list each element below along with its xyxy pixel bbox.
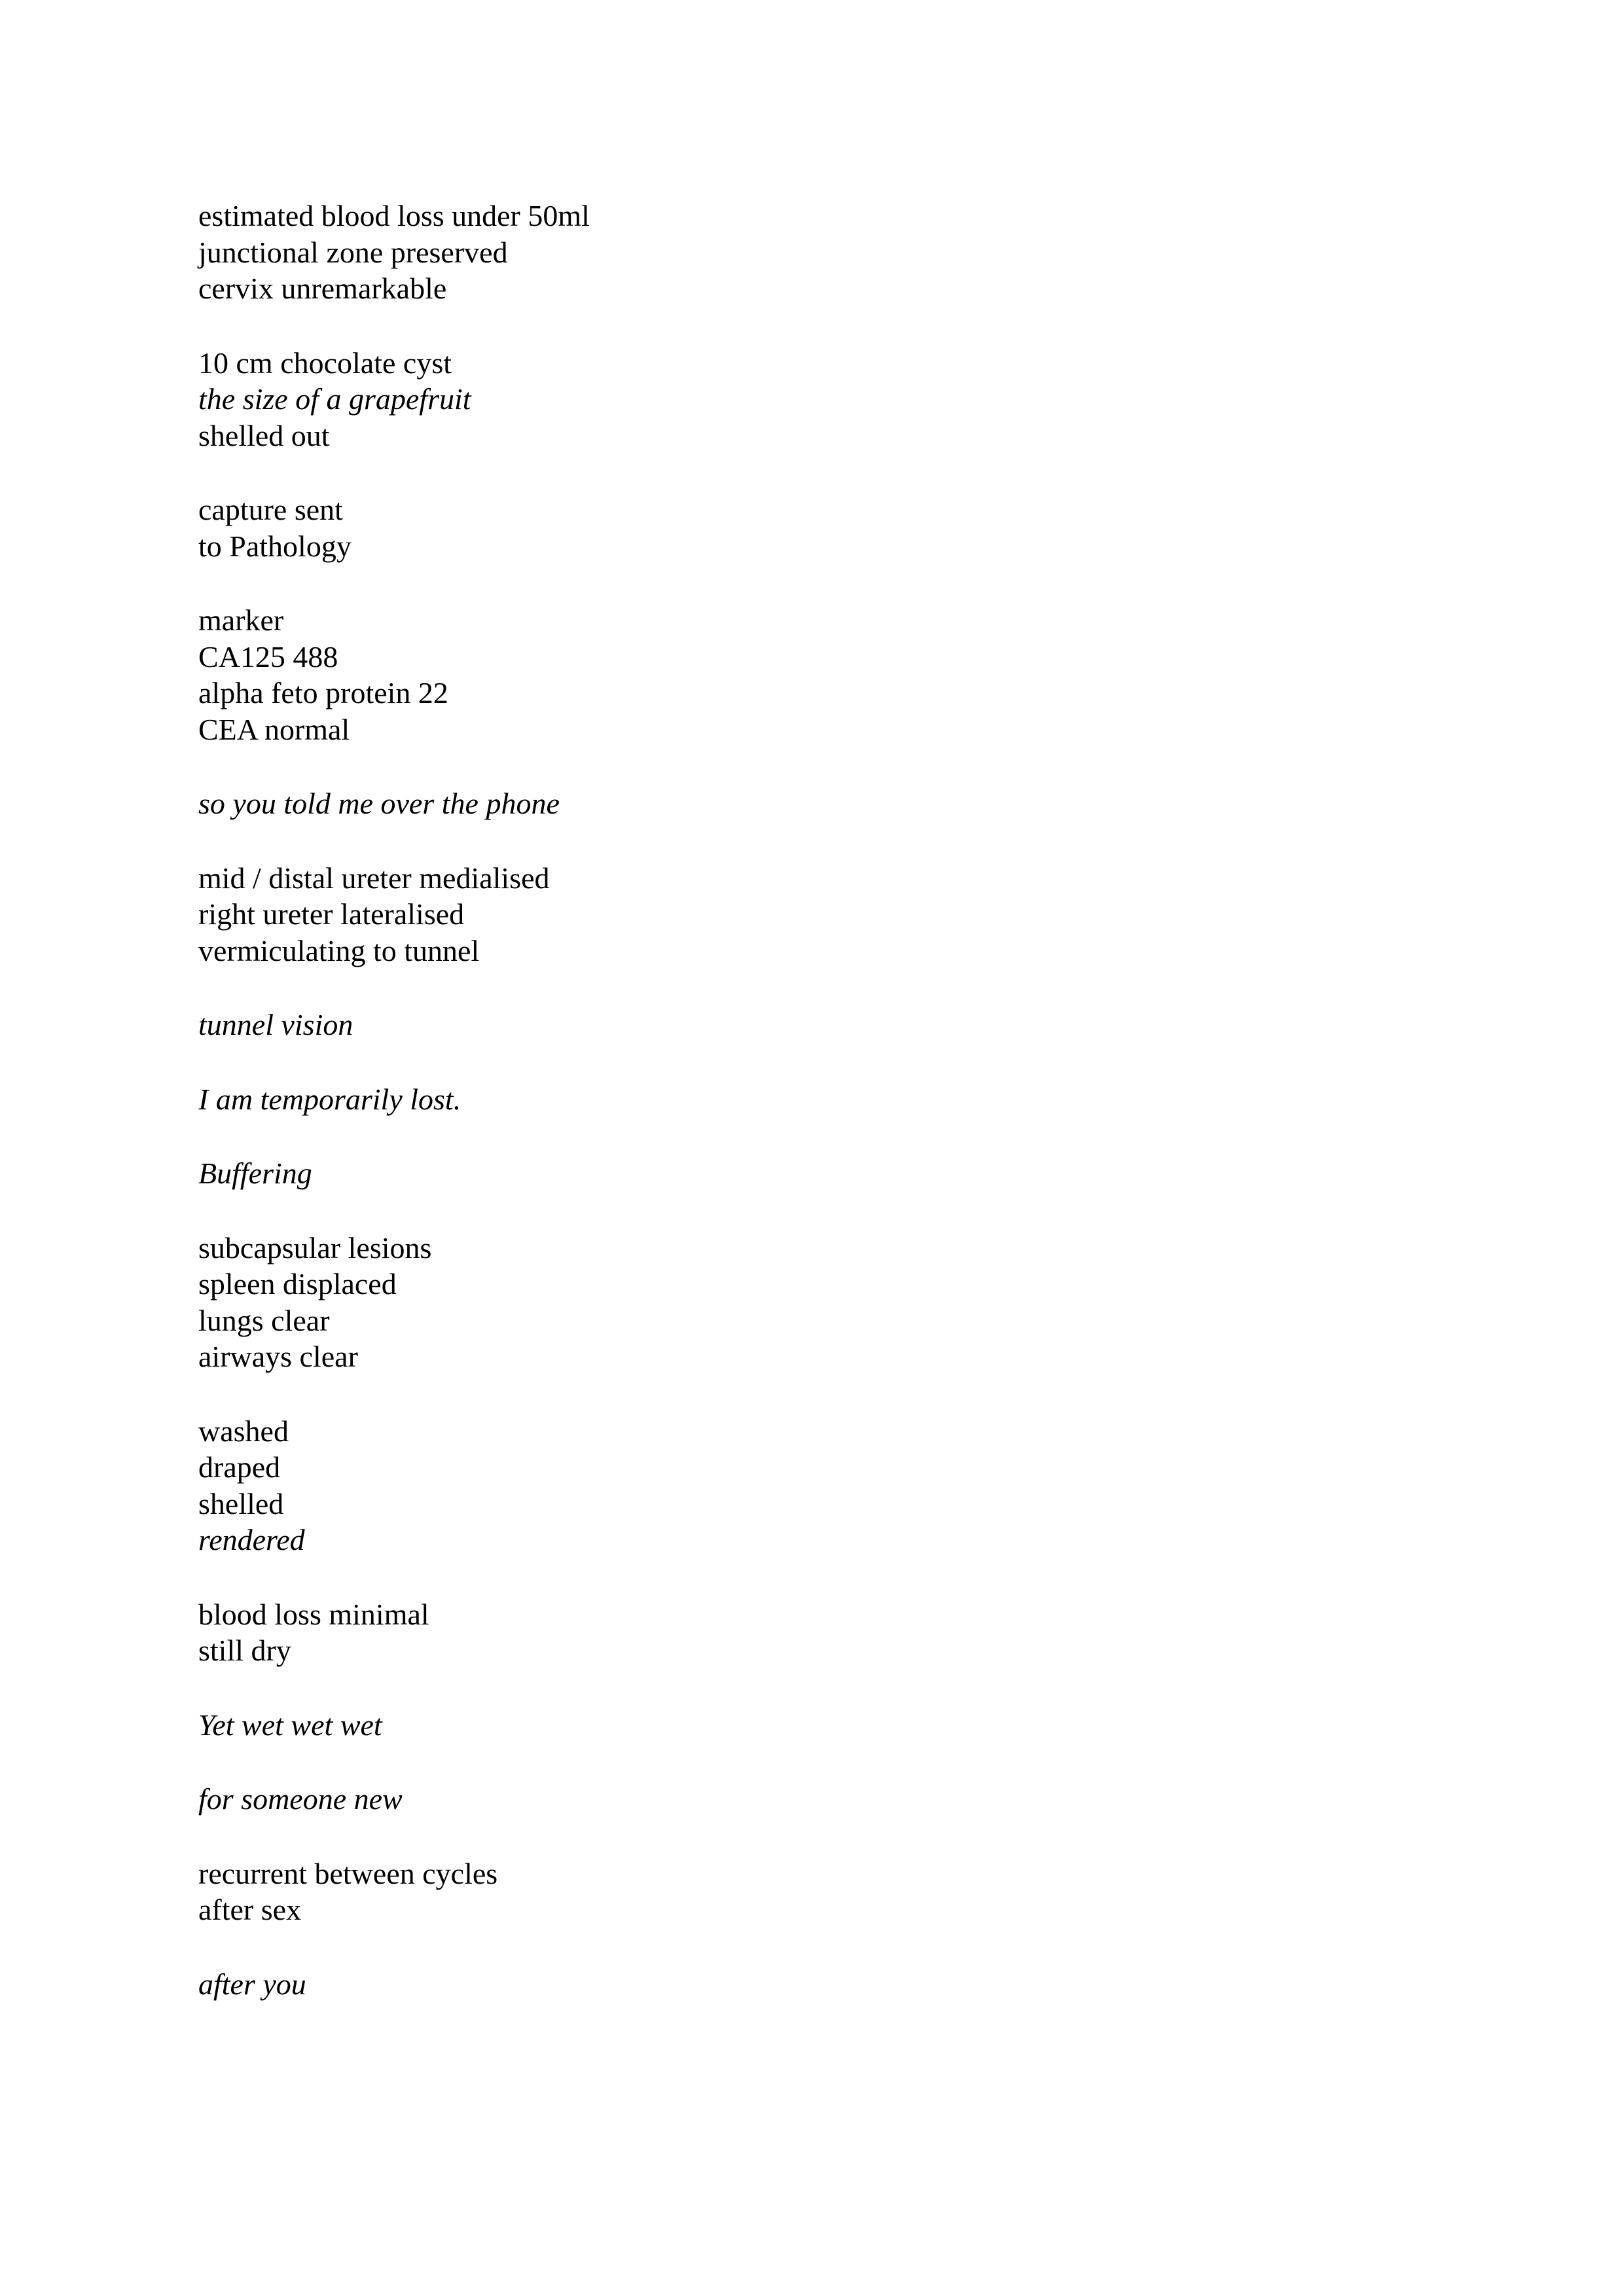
stanza — [198, 1007, 1507, 1043]
poem-line: capture sent — [198, 493, 343, 526]
stanza — [198, 785, 1507, 822]
poem-line: still dry — [198, 1634, 291, 1667]
stanza — [198, 602, 1507, 747]
poem-line: Yet wet wet wet — [198, 1708, 382, 1742]
stanza — [198, 1413, 1507, 1558]
poem-line: estimated blood loss under 50ml — [198, 199, 590, 232]
poem-line: to Pathology — [198, 529, 352, 563]
poem-line: washed — [198, 1414, 289, 1448]
poem-line: after sex — [198, 1893, 302, 1926]
stanza — [198, 345, 1507, 454]
poem-line: CA125 488 — [198, 639, 338, 673]
poem-line: mid / distal ureter medialised — [198, 861, 550, 895]
poem-line: draped — [198, 1450, 281, 1484]
stanza — [198, 1155, 1507, 1192]
poem-line: cervix unremarkable — [198, 272, 447, 305]
poem-line: subcapsular lesions — [198, 1230, 432, 1265]
stanza — [198, 1966, 1507, 2003]
poem-line: the size of a grapefruit — [198, 382, 471, 416]
stanza — [198, 1081, 1507, 1118]
poem-line: so you told me over the phone — [198, 787, 560, 820]
poem-line: CEA normal — [198, 712, 350, 746]
poem-line: airways clear — [198, 1340, 358, 1373]
poem-line: Buffering — [198, 1157, 312, 1190]
poem-line: recurrent between cycles — [198, 1856, 498, 1890]
stanza — [198, 198, 1507, 307]
poem-line: spleen displaced — [198, 1267, 397, 1300]
poem-line: shelled — [198, 1486, 284, 1520]
poem-body — [198, 198, 1507, 2040]
poem-line: marker — [198, 603, 284, 637]
stanza — [198, 860, 1507, 969]
poem-line: alpha feto protein 22 — [198, 676, 448, 709]
poem-line: right ureter lateralised — [198, 897, 465, 931]
stanza — [198, 1707, 1507, 1744]
poem-line: shelled out — [198, 418, 330, 452]
poem-line: blood loss minimal — [198, 1597, 429, 1631]
stanza — [198, 1856, 1507, 1928]
stanza — [198, 1781, 1507, 1818]
poem-line: vermiculating to tunnel — [198, 933, 480, 967]
poem-line: I am temporarily lost. — [198, 1082, 461, 1116]
poem-line: tunnel vision — [198, 1008, 353, 1041]
poem-line: lungs clear — [198, 1303, 330, 1337]
stanza — [198, 1596, 1507, 1669]
poem-line: rendered — [198, 1523, 305, 1556]
poem-line: junctional zone preserved — [198, 235, 508, 269]
poem-line: for someone new — [198, 1782, 403, 1816]
stanza — [198, 492, 1507, 564]
poem-line: after you — [198, 1967, 306, 2001]
poem-line: 10 cm chocolate cyst — [198, 346, 452, 380]
stanza — [198, 1230, 1507, 1375]
